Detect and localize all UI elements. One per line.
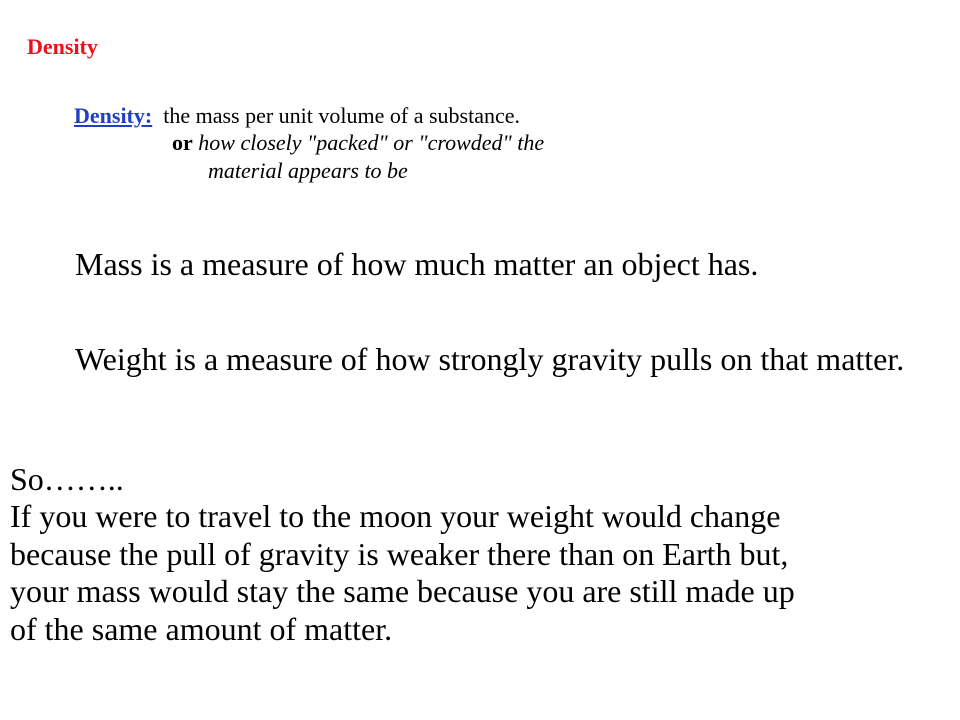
conclusion-line: If you were to travel to the moon your weight would change	[10, 498, 781, 535]
definition-or: or	[172, 130, 193, 156]
conclusion-line: of the same amount of matter.	[10, 610, 393, 647]
density-definition	[74, 103, 544, 184]
slide-title: Density	[27, 34, 98, 59]
definition-alt-line-1: how closely "packed" or "crowded" the	[198, 130, 545, 156]
conclusion-paragraph	[10, 461, 945, 648]
definition-term: Density:	[74, 103, 153, 128]
definition-text: the mass per unit volume of a substance.	[163, 103, 521, 128]
conclusion-lead: So……..	[10, 461, 124, 497]
conclusion-line: your mass would stay the same because you are still made up	[10, 573, 795, 610]
definition-line-2	[74, 130, 544, 156]
definition-alt-line-2: material appears to be	[208, 157, 408, 183]
definition-line-1	[74, 103, 544, 129]
conclusion-line: because the pull of gravity is weaker there than on Earth but,	[10, 535, 789, 572]
weight-statement: Weight is a measure of how strongly gravity pulls on that matter.	[75, 341, 905, 377]
mass-statement: Mass is a measure of how much matter an object has.	[75, 246, 759, 282]
